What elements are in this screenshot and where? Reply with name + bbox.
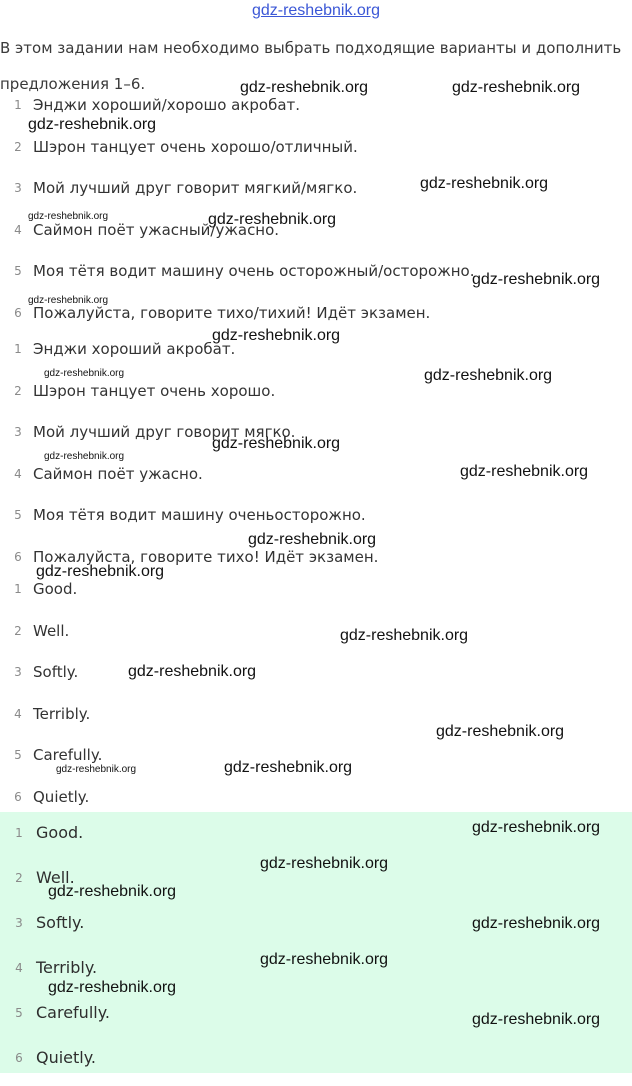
item-text: Мой лучший друг говорит мягко. — [33, 423, 296, 442]
item-text: Шэрон танцует очень хорошо. — [33, 381, 276, 400]
site-header-link[interactable]: gdz-reshebnik.org — [251, 2, 381, 19]
item-text: Carefully. — [33, 746, 103, 765]
list-item — [0, 616, 632, 658]
watermark: gdz-reshebnik.org — [240, 79, 369, 96]
item-text: Quietly. — [33, 787, 90, 806]
watermark: gdz-reshebnik.org — [48, 883, 177, 900]
watermark: gdz-reshebnik.org — [28, 211, 109, 222]
item-text: Энджи хороший акробат. — [33, 340, 236, 358]
watermark: gdz-reshebnik.org — [56, 764, 137, 775]
item-text: Шэрон танцует очень хорошо/отличный. — [33, 137, 358, 156]
answers-highlight-block — [0, 812, 632, 1073]
watermark: gdz-reshebnik.org — [248, 531, 377, 548]
item-number: 2 — [14, 139, 22, 154]
item-text: Саймон поёт ужасно. — [33, 464, 203, 483]
item-number: 6 — [14, 549, 22, 564]
watermark: gdz-reshebnik.org — [224, 759, 353, 776]
item-number: 3 — [14, 181, 22, 196]
item-text: Энджи хороший/хорошо акробат. — [33, 96, 301, 114]
item-number: 1 — [14, 582, 22, 596]
item-number: 4 — [14, 466, 22, 481]
watermark: gdz-reshebnik.org — [452, 79, 581, 96]
watermark: gdz-reshebnik.org — [260, 855, 389, 872]
item-number: 2 — [14, 383, 22, 398]
watermark: gdz-reshebnik.org — [28, 116, 157, 133]
item-text: Пожалуйста, говорите тихо/тихий! Идёт экзамен. — [33, 303, 431, 322]
item-number: 4 — [14, 222, 22, 237]
watermark: gdz-reshebnik.org — [260, 951, 389, 968]
watermark: gdz-reshebnik.org — [460, 463, 589, 480]
watermark: gdz-reshebnik.org — [28, 295, 109, 306]
watermark: gdz-reshebnik.org — [128, 663, 257, 680]
watermark: gdz-reshebnik.org — [212, 327, 341, 344]
watermark: gdz-reshebnik.org — [424, 367, 553, 384]
item-number: 5 — [14, 508, 22, 523]
watermark: gdz-reshebnik.org — [472, 1011, 601, 1028]
watermark: gdz-reshebnik.org — [208, 211, 337, 228]
item-text: Terribly. — [36, 958, 98, 977]
watermark: gdz-reshebnik.org — [212, 435, 341, 452]
watermark: gdz-reshebnik.org — [48, 979, 177, 996]
item-text: Пожалуйста, говорите тихо! Идёт экзамен. — [33, 547, 379, 566]
item-number: 3 — [15, 916, 23, 930]
item-number: 1 — [15, 826, 23, 840]
item-text: Саймон поёт ужасный/ужасно. — [33, 220, 280, 239]
watermark: gdz-reshebnik.org — [472, 819, 601, 836]
item-number: 2 — [14, 623, 22, 638]
item-number: 5 — [14, 748, 22, 763]
item-text: Softly. — [33, 663, 79, 682]
watermark: gdz-reshebnik.org — [472, 915, 601, 932]
item-number: 2 — [15, 871, 23, 885]
item-number: 5 — [15, 1006, 23, 1020]
item-number: 4 — [15, 961, 23, 975]
item-number: 6 — [14, 789, 22, 804]
watermark: gdz-reshebnik.org — [436, 723, 565, 740]
list-item — [0, 657, 632, 699]
list-item — [0, 1041, 632, 1086]
item-text: Моя тётя водит машину оченьосторожно. — [33, 506, 366, 525]
watermark: gdz-reshebnik.org — [44, 368, 125, 379]
item-text: Softly. — [36, 913, 85, 932]
item-text: Good. — [36, 823, 84, 842]
watermark: gdz-reshebnik.org — [36, 563, 165, 580]
task-intro: В этом задании нам необходимо выбрать подходящие варианты и дополнить предложения 1–6. — [0, 39, 622, 93]
watermark: gdz-reshebnik.org — [420, 175, 549, 192]
item-text: Good. — [33, 580, 78, 598]
answers-list — [0, 574, 632, 824]
item-number: 4 — [14, 706, 22, 721]
watermark: gdz-reshebnik.org — [340, 627, 469, 644]
item-text: Мой лучший друг говорит мягкий/мягко. — [33, 179, 358, 198]
item-number: 3 — [14, 665, 22, 680]
item-text: Well. — [36, 868, 75, 887]
item-number: 1 — [14, 98, 22, 112]
item-text: Моя тётя водит машину очень осторожный/осторожно. — [33, 262, 475, 281]
item-number: 6 — [14, 305, 22, 320]
item-number: 6 — [15, 1051, 23, 1065]
item-text: Carefully. — [36, 1003, 110, 1022]
item-number: 5 — [14, 264, 22, 279]
watermark: gdz-reshebnik.org — [44, 451, 125, 462]
item-text: Well. — [33, 621, 70, 640]
item-text: Quietly. — [36, 1048, 97, 1067]
watermark: gdz-reshebnik.org — [472, 271, 601, 288]
item-number: 3 — [14, 425, 22, 440]
item-number: 1 — [14, 342, 22, 356]
item-text: Terribly. — [33, 704, 91, 723]
